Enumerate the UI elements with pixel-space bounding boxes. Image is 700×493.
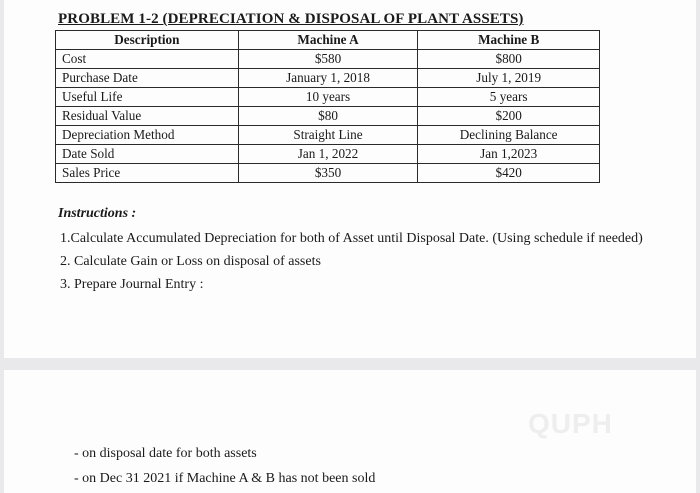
note-item: - on disposal date for both assets <box>74 446 257 461</box>
note-item: - on Dec 31 2021 if Machine A & B has not been sold <box>74 471 376 486</box>
machine-b-value: $420 <box>418 164 600 183</box>
instruction-item: 3. Prepare Journal Entry : <box>60 277 204 292</box>
instruction-item: 2. Calculate Gain or Loss on disposal of assets <box>60 254 321 269</box>
machine-b-value: $200 <box>418 107 600 126</box>
table-row <box>56 145 600 164</box>
table-row <box>56 69 600 88</box>
machine-a-value: $80 <box>238 107 418 126</box>
machine-a-value: Jan 1, 2022 <box>238 145 418 164</box>
machine-b-value: $800 <box>418 50 600 69</box>
machine-a-value: 10 years <box>238 88 418 107</box>
machine-a-value: January 1, 2018 <box>238 69 418 88</box>
problem-title: PROBLEM 1-2 (DEPRECIATION & DISPOSAL OF PLANT ASSETS) <box>58 11 524 27</box>
table-row <box>56 107 600 126</box>
row-label: Depreciation Method <box>56 126 239 145</box>
machine-a-value: Straight Line <box>238 126 418 145</box>
row-label: Residual Value <box>56 107 239 126</box>
machine-b-value: Declining Balance <box>418 126 600 145</box>
table-row <box>56 126 600 145</box>
table-row <box>56 50 600 69</box>
row-label: Useful Life <box>56 88 239 107</box>
instruction-item: 1.Calculate Accumulated Depreciation for both of Asset until Disposal Date. (Using schedule if needed) <box>60 231 643 246</box>
assets-table <box>55 30 600 183</box>
row-label: Sales Price <box>56 164 239 183</box>
table-header-row <box>56 31 600 50</box>
machine-b-value: July 1, 2019 <box>418 69 600 88</box>
row-label: Purchase Date <box>56 69 239 88</box>
table-row <box>56 164 600 183</box>
header-machine-b: Machine B <box>418 31 600 50</box>
table-row <box>56 88 600 107</box>
machine-a-value: $350 <box>238 164 418 183</box>
machine-a-value: $580 <box>238 50 418 69</box>
machine-b-value: Jan 1,2023 <box>418 145 600 164</box>
watermark-logo: QUPH <box>528 408 613 439</box>
row-label: Cost <box>56 50 239 69</box>
header-description: Description <box>56 31 239 50</box>
machine-b-value: 5 years <box>418 88 600 107</box>
row-label: Date Sold <box>56 145 239 164</box>
header-machine-a: Machine A <box>238 31 418 50</box>
instructions-heading: Instructions : <box>58 206 137 221</box>
